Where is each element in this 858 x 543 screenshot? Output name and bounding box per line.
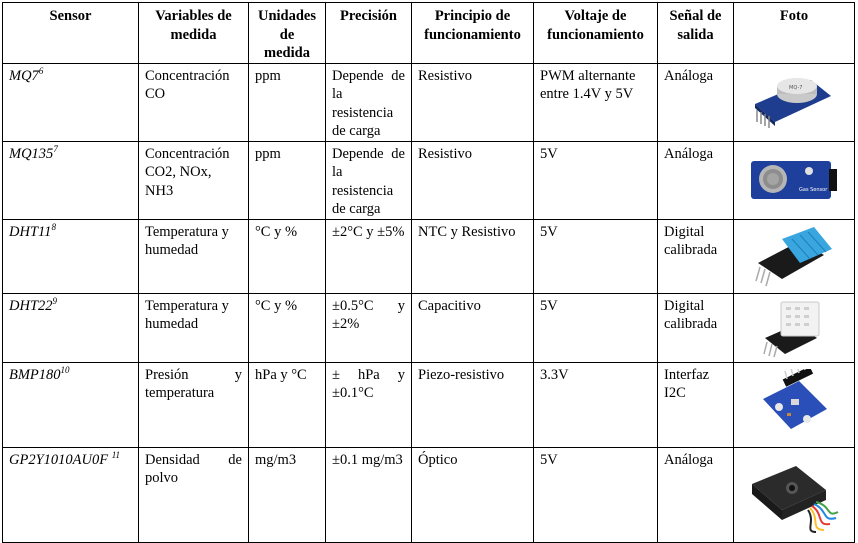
sensor-name: MQ135 <box>9 145 54 162</box>
cell-variables: Densidad de polvo <box>139 447 249 542</box>
svg-text:Gas Sensor: Gas Sensor <box>799 187 828 193</box>
cell-senal: Análoga <box>658 141 734 219</box>
cell-precision: Depende de la resistencia de carga <box>326 63 412 141</box>
sensor-name: GP2Y1010AU0F <box>9 451 109 468</box>
header-foto: Foto <box>734 3 855 64</box>
table-row <box>3 219 855 293</box>
footnote-ref: 6 <box>38 65 44 76</box>
cell-precision: ± hPa y ±0.1°C <box>326 362 412 447</box>
table-row <box>3 141 855 219</box>
cell-foto <box>734 219 855 293</box>
footnote-ref: 10 <box>60 364 70 375</box>
cell-sensor <box>3 362 139 447</box>
cell-voltaje: 5V <box>534 219 658 293</box>
cell-foto <box>734 447 855 542</box>
cell-unidades: °C y % <box>249 219 326 293</box>
cell-senal: Análoga <box>658 447 734 542</box>
cell-unidades: mg/m3 <box>249 447 326 542</box>
cell-principio: NTC y Resistivo <box>412 219 534 293</box>
svg-text:MQ-7: MQ-7 <box>789 85 803 91</box>
header-senal: Señal de salida <box>658 3 734 64</box>
cell-voltaje: 5V <box>534 141 658 219</box>
sensor-name: DHT11 <box>9 223 52 240</box>
cell-principio: Óptico <box>412 447 534 542</box>
cell-precision: ±2°C y ±5% <box>326 219 412 293</box>
mq7-module-photo <box>751 74 837 130</box>
cell-foto <box>734 63 855 141</box>
cell-variables: Presión y temperatura <box>139 362 249 447</box>
cell-variables: Concentración CO2, NOx, NH3 <box>139 141 249 219</box>
dht22-module-photo <box>761 298 827 358</box>
cell-voltaje: PWM alternante entre 1.4V y 5V <box>534 63 658 141</box>
cell-senal: Digital calibrada <box>658 219 734 293</box>
cell-voltaje: 3.3V <box>534 362 658 447</box>
mq135-module-photo <box>749 157 839 203</box>
cell-unidades: °C y % <box>249 293 326 362</box>
cell-senal: Interfaz I2C <box>658 362 734 447</box>
cell-unidades: hPa y °C <box>249 362 326 447</box>
header-variables: Variables de medida <box>139 3 249 64</box>
header-voltaje: Voltaje de funcionamiento <box>534 3 658 64</box>
sensor-comparison-table <box>2 2 855 543</box>
cell-unidades: ppm <box>249 141 326 219</box>
cell-precision: Depende de la resistencia de carga <box>326 141 412 219</box>
table-row <box>3 293 855 362</box>
sensor-name: DHT22 <box>9 297 53 314</box>
cell-principio: Resistivo <box>412 63 534 141</box>
bmp180-module-photo <box>757 369 831 441</box>
header-sensor: Sensor <box>3 3 139 64</box>
cell-principio: Capacitivo <box>412 293 534 362</box>
header-unidades: Unidades de medida <box>249 3 326 64</box>
cell-sensor <box>3 141 139 219</box>
cell-sensor <box>3 447 139 542</box>
cell-foto <box>734 362 855 447</box>
cell-senal: Digital calibrada <box>658 293 734 362</box>
footnote-ref: 7 <box>53 143 58 154</box>
footnote-ref: 8 <box>51 221 56 232</box>
table-row <box>3 63 855 141</box>
cell-senal: Análoga <box>658 63 734 141</box>
header-principio: Principio de funcionamiento <box>412 3 534 64</box>
cell-variables: Temperatura y humedad <box>139 293 249 362</box>
cell-foto <box>734 293 855 362</box>
table-row <box>3 362 855 447</box>
sensor-name: BMP180 <box>9 366 61 383</box>
cell-principio: Resistivo <box>412 141 534 219</box>
cell-principio: Piezo-resistivo <box>412 362 534 447</box>
sensor-name: MQ7 <box>9 67 39 84</box>
cell-sensor <box>3 293 139 362</box>
cell-voltaje: 5V <box>534 293 658 362</box>
footnote-ref: 11 <box>111 449 121 460</box>
cell-precision: ±0.1 mg/m3 <box>326 447 412 542</box>
dht11-module-photo <box>752 225 836 287</box>
cell-foto <box>734 141 855 219</box>
header-row <box>3 3 855 64</box>
table-row <box>3 447 855 542</box>
gp2y-dust-sensor-photo <box>746 456 842 534</box>
cell-sensor <box>3 63 139 141</box>
footnote-ref: 9 <box>52 295 58 306</box>
cell-sensor <box>3 219 139 293</box>
cell-variables: Temperatura y humedad <box>139 219 249 293</box>
cell-precision: ±0.5°C y ±2% <box>326 293 412 362</box>
cell-voltaje: 5V <box>534 447 658 542</box>
header-precision: Precisión <box>326 3 412 64</box>
cell-variables: Concentración CO <box>139 63 249 141</box>
cell-unidades: ppm <box>249 63 326 141</box>
